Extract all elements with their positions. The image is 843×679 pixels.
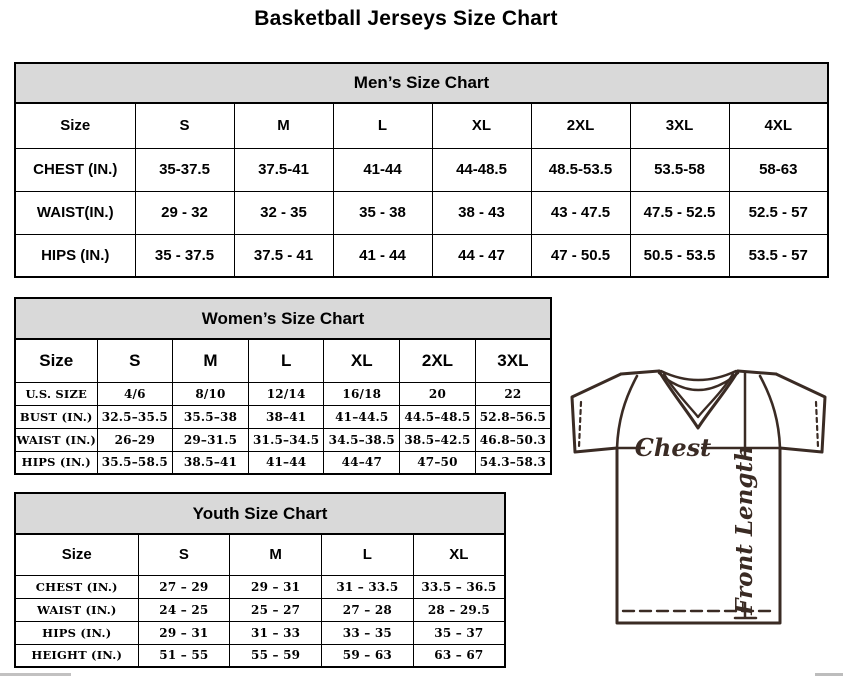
jersey-outline xyxy=(621,371,776,374)
value-cell: 41-44 xyxy=(333,148,432,191)
horizontal-scrollbar-thumb-right[interactable] xyxy=(815,673,843,676)
chest-label: Chest xyxy=(634,433,712,462)
value-cell: 41–44 xyxy=(248,451,324,474)
size-header-row xyxy=(15,339,551,382)
size-header-cell: Size xyxy=(15,339,97,382)
table-row xyxy=(15,451,551,474)
value-cell: 58-63 xyxy=(729,148,828,191)
value-cell: 38–41 xyxy=(248,405,324,428)
size-header-cell: XL xyxy=(413,534,505,575)
value-cell: 59 – 63 xyxy=(322,644,414,667)
row-label: HEIGHT (IN.) xyxy=(15,644,138,667)
value-cell: 32 - 35 xyxy=(234,191,333,234)
value-cell: 28 – 29.5 xyxy=(413,598,505,621)
jersey-measurement-diagram xyxy=(552,356,843,679)
value-cell: 37.5 - 41 xyxy=(234,234,333,277)
value-cell: 47.5 - 52.5 xyxy=(630,191,729,234)
size-header-cell: M xyxy=(230,534,322,575)
value-cell: 38.5–42.5 xyxy=(400,428,476,451)
table-row xyxy=(15,575,505,598)
mens-size-chart-table xyxy=(14,62,829,276)
table-row xyxy=(15,405,551,428)
size-header-cell: 4XL xyxy=(729,103,828,148)
size-header-cell: 3XL xyxy=(630,103,729,148)
row-label: WAIST (IN.) xyxy=(15,598,138,621)
size-header-cell: L xyxy=(248,339,324,382)
value-cell: 27 – 28 xyxy=(322,598,414,621)
left-cuff-dashed-line xyxy=(579,402,581,447)
value-cell: 35.5–58.5 xyxy=(97,451,173,474)
value-cell: 52.8–56.5 xyxy=(475,405,551,428)
value-cell: 38 - 43 xyxy=(432,191,531,234)
table-row xyxy=(15,191,828,234)
value-cell: 44-48.5 xyxy=(432,148,531,191)
value-cell: 47–50 xyxy=(400,451,476,474)
chart-title: Youth Size Chart xyxy=(15,493,505,534)
size-header-cell: S xyxy=(135,103,234,148)
size-header-cell: L xyxy=(333,103,432,148)
row-label: HIPS (IN.) xyxy=(15,234,135,277)
row-label: HIPS (IN.) xyxy=(15,451,97,474)
size-header-cell: M xyxy=(173,339,249,382)
chart-title: Men’s Size Chart xyxy=(15,63,828,103)
size-header-cell: S xyxy=(97,339,173,382)
value-cell: 35 – 37 xyxy=(413,621,505,644)
value-cell: 8/10 xyxy=(173,382,249,405)
value-cell: 31 – 33.5 xyxy=(322,575,414,598)
size-header-cell: 3XL xyxy=(475,339,551,382)
value-cell: 35.5–38 xyxy=(173,405,249,428)
value-cell: 38.5–41 xyxy=(173,451,249,474)
womens-size-chart-table xyxy=(14,297,552,473)
value-cell: 26–29 xyxy=(97,428,173,451)
value-cell: 20 xyxy=(400,382,476,405)
value-cell: 29 – 31 xyxy=(230,575,322,598)
right-cuff-dashed-line xyxy=(816,402,818,447)
value-cell: 33.5 – 36.5 xyxy=(413,575,505,598)
value-cell: 25 – 27 xyxy=(230,598,322,621)
value-cell: 44 - 47 xyxy=(432,234,531,277)
left-sleeve xyxy=(572,374,621,452)
value-cell: 27 – 29 xyxy=(138,575,230,598)
right-sleeve xyxy=(776,374,825,452)
table-row xyxy=(15,598,505,621)
value-cell: 44.5–48.5 xyxy=(400,405,476,428)
size-header-cell: S xyxy=(138,534,230,575)
value-cell: 33 – 35 xyxy=(322,621,414,644)
page-title: Basketball Jerseys Size Chart xyxy=(254,7,558,30)
youth-size-chart-table xyxy=(14,492,506,668)
value-cell: 37.5-41 xyxy=(234,148,333,191)
row-label: WAIST (IN.) xyxy=(15,428,97,451)
value-cell: 12/14 xyxy=(248,382,324,405)
row-label: HIPS (IN.) xyxy=(15,621,138,644)
value-cell: 55 – 59 xyxy=(230,644,322,667)
table-row xyxy=(15,234,828,277)
size-header-cell: XL xyxy=(432,103,531,148)
size-header-cell: Size xyxy=(15,103,135,148)
row-label: WAIST(IN.) xyxy=(15,191,135,234)
row-label: U.S. SIZE xyxy=(15,382,97,405)
value-cell: 29 – 31 xyxy=(138,621,230,644)
size-header-cell: 2XL xyxy=(531,103,630,148)
value-cell: 24 – 25 xyxy=(138,598,230,621)
value-cell: 48.5-53.5 xyxy=(531,148,630,191)
table-row xyxy=(15,428,551,451)
value-cell: 22 xyxy=(475,382,551,405)
row-label: BUST (IN.) xyxy=(15,405,97,428)
value-cell: 50.5 - 53.5 xyxy=(630,234,729,277)
right-armhole-seam xyxy=(760,376,780,448)
value-cell: 29 - 32 xyxy=(135,191,234,234)
value-cell: 44–47 xyxy=(324,451,400,474)
value-cell: 34.5–38.5 xyxy=(324,428,400,451)
size-header-cell: M xyxy=(234,103,333,148)
collar-back-curve xyxy=(661,371,736,380)
value-cell: 43 - 47.5 xyxy=(531,191,630,234)
value-cell: 47 - 50.5 xyxy=(531,234,630,277)
size-header-cell: Size xyxy=(15,534,138,575)
value-cell: 4/6 xyxy=(97,382,173,405)
size-header-cell: XL xyxy=(324,339,400,382)
table-row xyxy=(15,148,828,191)
row-label: CHEST (IN.) xyxy=(15,575,138,598)
value-cell: 54.3–58.3 xyxy=(475,451,551,474)
horizontal-scrollbar-thumb-left[interactable] xyxy=(0,673,71,676)
value-cell: 53.5 - 57 xyxy=(729,234,828,277)
value-cell: 63 – 67 xyxy=(413,644,505,667)
value-cell: 51 – 55 xyxy=(138,644,230,667)
value-cell: 29–31.5 xyxy=(173,428,249,451)
value-cell: 53.5-58 xyxy=(630,148,729,191)
size-header-cell: 2XL xyxy=(400,339,476,382)
value-cell: 41 - 44 xyxy=(333,234,432,277)
row-label: CHEST (IN.) xyxy=(15,148,135,191)
value-cell: 31.5–34.5 xyxy=(248,428,324,451)
value-cell: 32.5–35.5 xyxy=(97,405,173,428)
value-cell: 35-37.5 xyxy=(135,148,234,191)
value-cell: 41–44.5 xyxy=(324,405,400,428)
table-row xyxy=(15,621,505,644)
chart-title: Women’s Size Chart xyxy=(15,298,551,339)
value-cell: 35 - 38 xyxy=(333,191,432,234)
size-header-row xyxy=(15,103,828,148)
size-header-cell: L xyxy=(322,534,414,575)
front-length-label: Front Length xyxy=(731,445,758,615)
size-header-row xyxy=(15,534,505,575)
value-cell: 16/18 xyxy=(324,382,400,405)
table-row xyxy=(15,644,505,667)
value-cell: 31 – 33 xyxy=(230,621,322,644)
value-cell: 46.8–50.3 xyxy=(475,428,551,451)
value-cell: 52.5 - 57 xyxy=(729,191,828,234)
value-cell: 35 - 37.5 xyxy=(135,234,234,277)
table-row xyxy=(15,382,551,405)
